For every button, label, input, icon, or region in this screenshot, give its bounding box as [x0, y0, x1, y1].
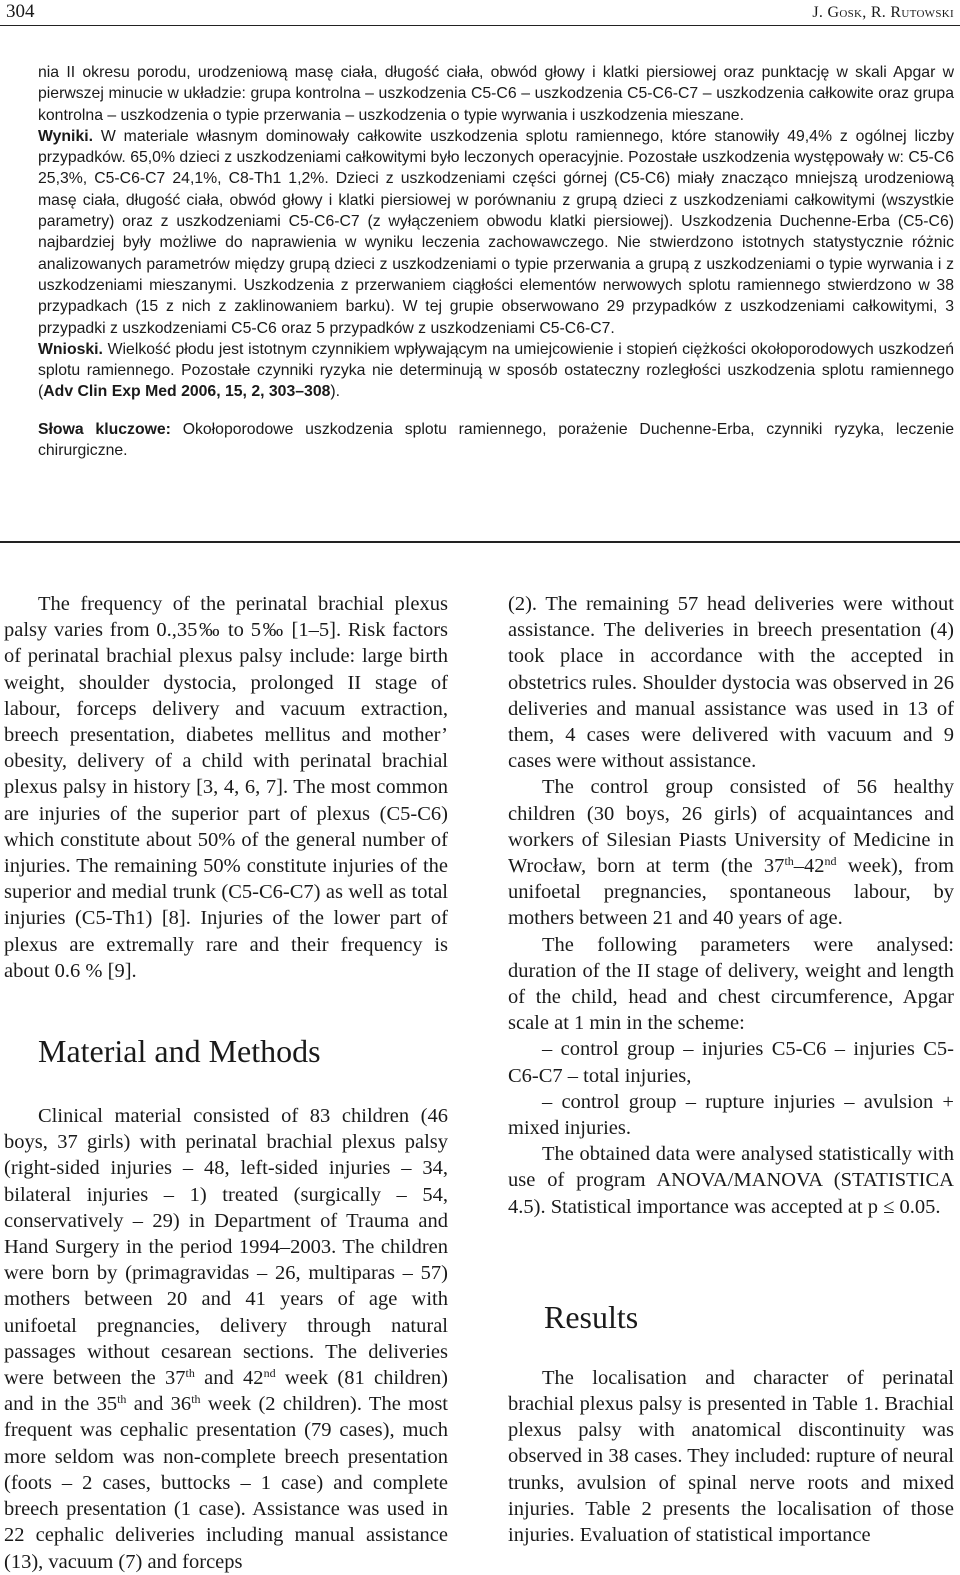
mm-text-e: week (2 children). The most frequent was cephalic presentation (79 cases), much more seldom was non-complete breech presentation (foots – 2 cases, buttocks – 1 case) and complete breech presentation (1 case). Assistance was used in 22 cephalic deliveries including manual assistance (13), vacuum (7) and forceps [4, 1393, 448, 1573]
results-label: Wyniki. [38, 127, 94, 145]
abstract-conclusions-text: Wielkość płodu jest istotnym czynnikiem wpływającym na umiejcowienie i stopień ciężkości okołoporodowych uszkodzeń splotu ramiennego. Pozostałe czynniki ryzyka nie determinują w sposób ostateczny rozległości uszkodzenia splotu ramiennego ( [38, 340, 954, 401]
abstract-conclusions-paragraph [38, 339, 954, 403]
keywords-paragraph [38, 419, 954, 462]
conclusions-label: Wnioski. [38, 340, 103, 358]
abstract-divider [0, 541, 960, 543]
mm-text-d: and 36 [126, 1393, 192, 1416]
control-text-b: –42 [793, 855, 825, 878]
abstract-block [38, 62, 954, 461]
control-text-a: The control group consisted of 56 healthy children (30 boys, 26 girls) of acquaintances and workers of Silesian Piasts University of Medicine in Wrocław, born at term (the 37 [508, 776, 954, 878]
header-divider [0, 25, 960, 26]
intro-paragraph: The frequency of the perinatal brachial plexus palsy varies from 0.,35‰ to 5‰ [1–5]. Risk factors of perinatal brachial plexus palsy include: large birth weight, shoulder dystocia, prolonged II stage of labour, forceps delivery and vacuum extraction, breech presentation, diabetes mellitus and mother’ obesity, delivery of a child with perinatal brachial plexus palsy in history [3, 4, 6, 7]. The most common are injuries of the superior part of plexus (C5-C6) which constitute about 50% of the general number of injuries. The remaining 50% constitute injuries of the superior and medial trunk (C5-C6-C7) as well as total injuries (C5-Th1) [8]. Injuries of the lower part of plexus are extremally rare and their frequency is about 0.6 % [9]. [4, 593, 448, 982]
journal-citation: Adv Clin Exp Med 2006, 15, 2, 303–308 [43, 383, 331, 401]
mm-text-c: week (81 children) and in the 35 [4, 1367, 448, 1416]
keywords-label: Słowa kluczowe: [38, 420, 171, 438]
section-heading-material-methods: Material and Methods [38, 1033, 321, 1070]
page-header [0, 0, 960, 24]
abstract-methods-paragraph [38, 62, 954, 126]
citation-end: ). [330, 383, 341, 401]
ordinal-suffix: th [117, 1392, 127, 1407]
control-group-paragraph [508, 774, 954, 931]
methods-continuation-paragraph: (2). The remaining 57 head deliveries were without assistance. The deliveries in breech presentation (4) took place in accordance with the accepted in obstetrics rules. Shoulder dystocia was observed in 26 deliveries and manual assistance was used in 13 of them, 4 cases were delivered with vacuum and 9 cases were without assistance. [508, 593, 954, 773]
scheme-item: – control group – injuries C5-C6 – injuries C5-C6-C7 – total injuries, [508, 1038, 954, 1087]
statistics-paragraph: The obtained data were analysed statistically with use of program ANOVA/MANOVA (STATISTICA 4.5). Statistical importance was accepted at p ≤ 0.05. [508, 1143, 954, 1218]
results-paragraph: The localisation and character of perinatal brachial plexus palsy is presented in Table 1. Brachial plexus palsy with anatomical discontinuity was observed in 38 cases. They included: rupture of neural trunks, avulsion of spinal nerve roots and mixed injuries. Table 2 presents the localisation of those injuries. Evaluation of statistical importance [508, 1366, 954, 1547]
keywords-text: Okołoporodowe uszkodzenia splotu ramiennego, porażenie Duchenne-Erba, czynniki ryzyka, leczenie chirurgiczne. [38, 420, 954, 460]
ordinal-suffix: th [191, 1392, 201, 1407]
right-column [508, 591, 954, 1548]
abstract-methods-text: nia II okresu porodu, urodzeniową masę ciała, długość ciała, obwód głowy i klatki piersiowej oraz punktację w skali Apgar w pierwszej minucie w układzie: grupa kontrolna – uszkodzenia C5-C6 – uszkodzenia C5-C6-C7 – uszkodzenia całkowite oraz grupa kontrolna – uszkodzenia o typie przerwania – uszkodzenia o typie wyrwania i uszkodzenia mieszane. [38, 64, 954, 124]
ordinal-suffix: th [185, 1366, 195, 1381]
control-text-c: week), from unifoetal pregnancies, spontaneous labour, by mothers between 21 and 40 years of age. [508, 855, 954, 930]
running-title: J. Gosk, R. Rutowski [812, 4, 954, 21]
section-heading-results: Results [544, 1298, 639, 1335]
abstract-results-paragraph [38, 126, 954, 339]
mm-text-a: Clinical material consisted of 83 children (46 boys, 37 girls) with perinatal brachial plexus palsy (right-sided injuries – 48, left-sided injuries – 34, bilateral injuries – 1) treated (surgically – 54, conservatively – 29) in Department of Trauma and Hand Surgery in the period 1994–2003. The children were born by (primagravidas – 26, multiparas – 57) mothers between 20 and 41 years of age with unifoetal pregnancies, delivery through natural passages without cesarean sections. The deliveries were between the 37 [4, 1105, 448, 1390]
page-number: 304 [6, 1, 35, 22]
material-methods-paragraph [4, 1103, 448, 1575]
ordinal-suffix: nd [263, 1366, 276, 1381]
abstract-results-text: W materiale własnym dominowały całkowite uszkodzenia splotu ramiennego, które stanowiły 49,4% z ogólnej liczby przypadków. 65,0% dzieci z uszkodzeniami całkowitymi było leczonych operacyjnie. Pozostałe uszkodzenia występowały w: C5-C6 25,3%, C5-C6-C7 24,1%, C8-Th1 1,2%. Dzieci z uszkodzeniami części górnej (C5-C6) miały znacząco mniejszą urodzeniową masę ciała, długość ciała, obwód głowy i klatki piersiowej w porównaniu z grupą dzieci z uszkodzeniami całkowitymi (wszystkie parametry) oraz z uszkodzeniami C5-C6-C7 (z wyłączeniem obwodu klatki piersiowej). Uszkodzenia Duchenne-Erba (C5-C6) najbardziej były możliwe do naprawienia w wyniku leczenia zachowawczego. Nie stwierdzono istotnych statystycznie różnic analizowanych parametrów między grupą dzieci z uszkodzeniami o typie przerwania a grupą z uszkodzeniami o typie wyrwania i z uszkodzeniami mieszanymi. Uszkodzenia z przerwaniem ciągłości elementów nerwowych splotu ramiennego stwierdzono w 38 przypadkach (15 z nich z zaklinowaniem barku). W tej grupie obserwowano 29 przypadków z uszkodzeniami całkowitymi, 3 przypadki z uszkodzeniami C5-C6 oraz 5 przypadków z uszkodzeniami C5-C6-C7. [38, 127, 954, 337]
scheme-item: – control group – rupture injuries – avulsion + mixed injuries. [508, 1090, 954, 1140]
ordinal-suffix: nd [824, 854, 837, 869]
parameters-paragraph: The following parameters were analysed: duration of the II stage of delivery, weight and length of the child, head and chest circumference, Apgar scale at 1 min in the scheme: [508, 933, 954, 1035]
left-column [4, 591, 448, 1575]
ordinal-suffix: th [784, 854, 794, 869]
mm-text-b: and 42 [194, 1367, 264, 1390]
